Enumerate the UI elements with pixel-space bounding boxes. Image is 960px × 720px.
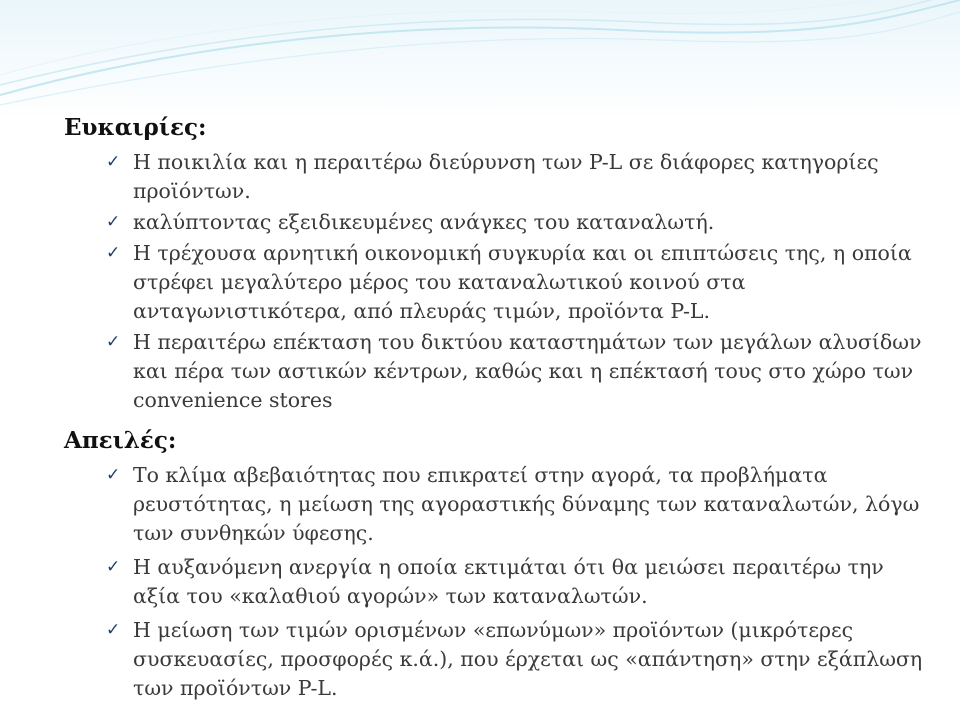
list-item-text: Η ποικιλία και η περαιτέρω διεύρυνση των P-L σε διάφορες κατηγορίες προϊόντων.: [133, 150, 879, 203]
opportunities-heading-text: Ευκαιρίες: [64, 114, 198, 141]
list-item-text: Η μείωση των τιμών ορισμένων «επωνύμων» προϊόντων (μικρότερες συσκευασίες, προσφορές κ.ά.), που έρχεται ως «απάντηση» στην εξάπλωση των προϊόντων P-L.: [133, 618, 923, 700]
threats-heading-text: Απειλές: [64, 427, 168, 454]
list-item: [106, 148, 924, 206]
check-icon: ✓: [106, 243, 121, 263]
check-icon: ✓: [106, 465, 121, 485]
check-icon: ✓: [106, 332, 121, 352]
list-item-text: Το κλίμα αβεβαιότητας που επικρατεί στην αγορά, τα προβλήματα ρευστότητας, η μείωση της αγοραστικής δύναμης των καταναλωτών, λόγω των συνθηκών ύφεσης.: [133, 463, 920, 545]
threats-heading-colon: :: [167, 427, 177, 454]
check-icon: ✓: [106, 212, 121, 232]
list-item-text: καλύπτοντας εξειδικευμένες ανάγκες του καταναλωτή.: [133, 210, 715, 234]
slide-content: [64, 112, 924, 708]
list-item: [106, 208, 924, 237]
opportunities-heading: [64, 112, 924, 144]
list-item-text: Η τρέχουσα αρνητική οικονομική συγκυρία και οι επιπτώσεις της, η οποία στρέφει μεγαλύτερο μέρος του καταναλωτικού κοινού στα ανταγωνιστικότερα, από πλευράς τιμών, προϊόντα P-L.: [133, 241, 912, 323]
check-icon: ✓: [106, 152, 121, 172]
opportunities-heading-colon: :: [197, 114, 207, 141]
check-icon: ✓: [106, 620, 121, 640]
check-icon: ✓: [106, 557, 121, 577]
threats-list: [64, 461, 924, 703]
list-item: [106, 616, 924, 703]
list-item: [106, 553, 924, 611]
list-item: [106, 461, 924, 548]
list-item: [106, 328, 924, 415]
list-item-text: Η αυξανόμενη ανεργία η οποία εκτιμάται ότι θα μειώσει περαιτέρω την αξία του «καλαθιού αγορών» των καταναλωτών.: [133, 555, 884, 608]
wave-decoration: [0, 0, 960, 110]
list-item-text: Η περαιτέρω επέκταση του δικτύου καταστημάτων των μεγάλων αλυσίδων και πέρα των αστικών κέντρων, καθώς και η επέκτασή τους στο χώρο των convenience stores: [133, 330, 922, 412]
opportunities-list-continued: [64, 328, 924, 415]
opportunities-list: [64, 148, 924, 326]
threats-heading: [64, 425, 924, 457]
list-item: [106, 239, 924, 326]
